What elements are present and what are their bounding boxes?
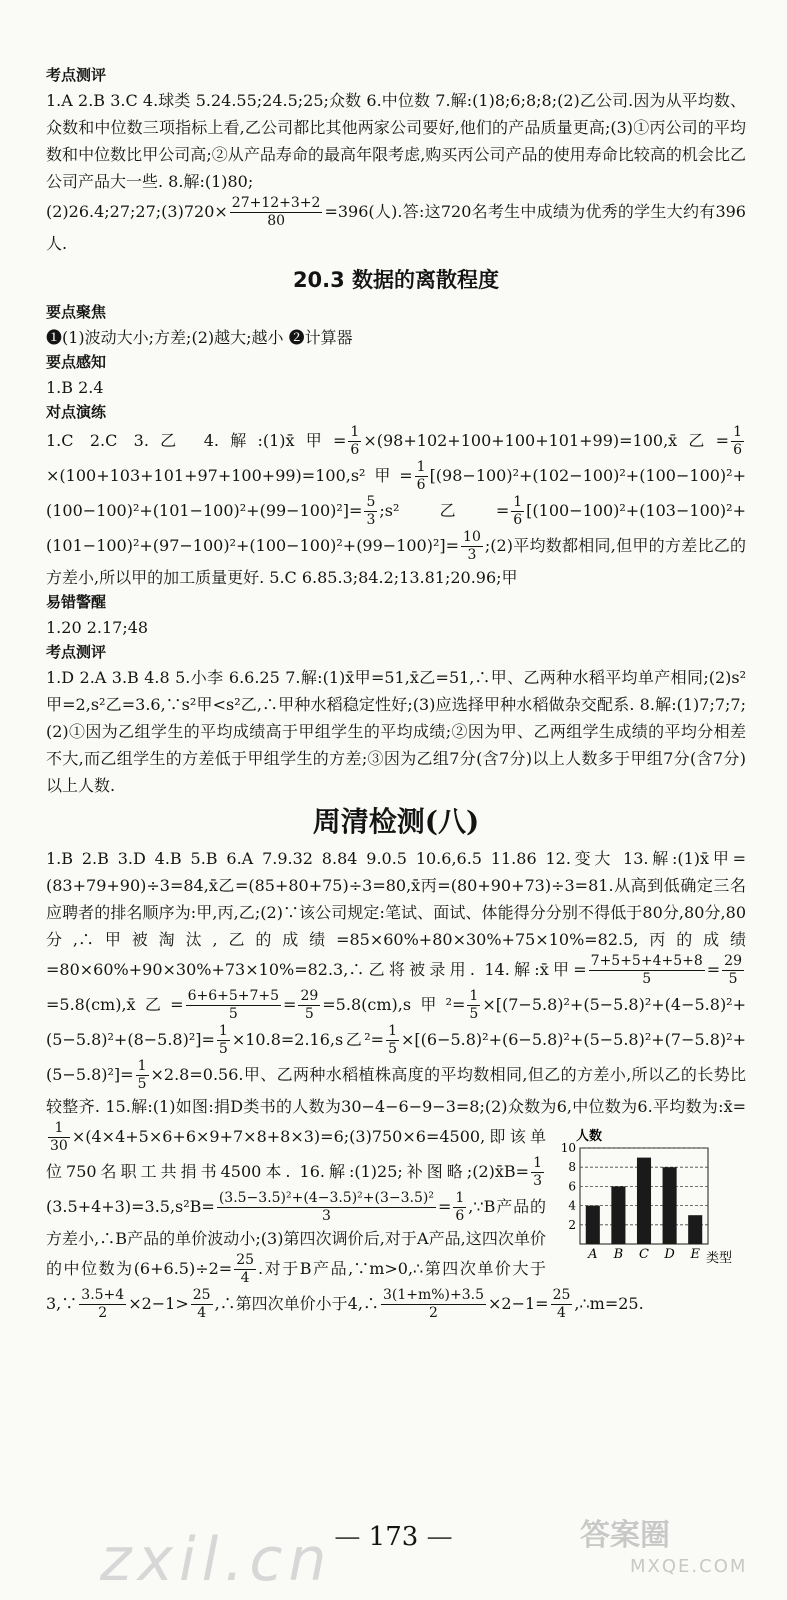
heading-yaodian-jujiao: 要点聚焦 (46, 303, 107, 321)
answers-block-1: 1.A 2.B 3.C 4.球类 5.24.55;24.5;25;众数 6.中位数 7.解:(1)8;6;8;8;(2)乙公司.因为从平均数、众数和中位数三项指标上看,乙公司都比其他两家公司要好,他们的产品质量更高;(3)①丙公司的平均数和中位数比甲公司高;②从产品寿命的最高年限考虑,购买丙公司产品的使用寿命比较高的机会比乙公司产品大一些. 8.解:(1)80; (46, 91, 746, 191)
fraction: $\frac{1}{3}$ (533, 1155, 542, 1189)
fraction: $\frac{1}{6}$ (350, 424, 360, 458)
y-tick-label: 6 (568, 1179, 576, 1194)
x-tick-label: C (639, 1247, 649, 1262)
fraction: $\frac{6+6+5+7+5}{5}$ (187, 988, 280, 1022)
bar-B (611, 1186, 625, 1244)
fraction: $\frac{1}{5}$ (137, 1058, 147, 1092)
watermark-brand: 答案圈 (580, 1518, 670, 1553)
fraction: $\frac{1}{5}$ (218, 1023, 228, 1057)
answers-block-8: 1.B 2.B 3.D 4.B 5.B 6.A 7.9.32 8.84 9.0.5 10.6,6.5 11.86 12.变大 13.解:(1)x̄甲=(83+79+90)÷3=84,x̄乙=(85+80+75)÷3=80,x̄丙=(80+90+73)÷3=81.从高到低确定三名应聘者的排名顺序为:甲,丙,乙;(2)∵该公司规定:笔试、面试、体能得分分别不得低于80分,80分,80分,∴甲被淘汰,乙的成绩=85×60%+80×30%+75×10%=82.5,丙的成绩=80×60%+90×30%+73×10%=82.3,∴乙将被录用. 14.解:x̄甲= $\frac{7+5+5+4+5+8}{5}$ = $\frac{29}{5}$ =5.8(cm),x̄乙= $\frac{6+6+5+7+5}{5}$ = $\frac{29}{5}$ =5.8(cm),s甲²= $\frac{1}{5}$ ×[(7−5.8)²+(5−5.8)²+(4−5.8)²+(5−5.8)²+(8−5.8)²]= $\frac{1}{5}$ ×10.8=2.16,s乙²= $\frac{1}{5}$ ×[(6−5.8)²+(6−5.8)²+(5−5.8)²+(7−5.8)²+(5−5.8)²]= $\frac{1}{5}$ ×2.8=0.56.甲、乙两种水稻植株高度的平均数相同,但乙的方差小,所以乙的长势比较整齐. 15.解:(1)如图:捐D类书的人数为30−4−6−9−3=8;(2)众数为6,中位数为6.平均数为:x̄= 人数 2 4 6 8 10 A B C D E 类型 $\frac{1}{30}$ ×(4×4+5×6+6×9+7×8+8×3)=6;(3)750×6=4500,即该单位750名职工共捐书4500本. 16.解:(1)25;补图略;(2)x̄B= $\frac{1}{3}$ (3.5+4+3)=3.5,s²B= $\frac{\text{(3.5−3.5)²+(4−3.5)²+(3−3.5)²}}{3}$ = $\frac{1}{6}$ ,∵B产品的方差小,∴B产品的单价波动小;(3)第四次调价后,对于A产品,这四次单价的中位数为(6+6.5)÷2= $\frac{25}{4}$ .对于B产品,∵m>0,∴第四次单价大于3,∵ $\frac{3.5+4}{2}$ ×2−1> $\frac{25}{4}$ ,∴第四次单价小于4,∴ $\frac{3(1+m\%)+3.5}{2}$ ×2−1= $\frac{25}{4}$ ,∴m=25. (46, 849, 746, 1321)
fraction: $\frac{3(1+m\%)+3.5}{2}$ (382, 1287, 484, 1321)
y-tick-label: 8 (568, 1160, 576, 1175)
heading-kaodian-ceping-2: 考点测评 (46, 643, 107, 661)
fraction: $\frac{\text{(3.5−3.5)²+(4−3.5)²+(3−3.5)²}}{3}$ (218, 1190, 434, 1224)
fraction: $\frac{25}{4}$ (236, 1252, 255, 1286)
bars (586, 1158, 702, 1244)
x-axis-label: 类型 (706, 1251, 733, 1264)
fraction: $\frac{1}{6}$ (513, 494, 523, 528)
y-axis-label: 人数 (576, 1129, 603, 1144)
answers-block-3: ❶(1)波动大小;方差;(2)越大;越小 ❷计算器 (46, 328, 353, 347)
answers-block-5: 1.C 2.C 3.乙 4.解:(1)x̄甲= $\frac{1}{6}$ ×(98+102+100+100+101+99)=100,x̄乙= $\frac{1}{6}$ ×(100+103+101+97+100+99)=100,s²甲= $\frac{1}{6}$ [(98−100)²+(102−100)²+(100−100)²+(100−100)²+(101−100)²+(99−100)²]= $\frac{5}{3}$ ;s²乙= $\frac{1}{6}$ [(100−100)²+(103−100)²+(101−100)²+(97−100)²+(100−100)²+(99−100)²]= $\frac{10}{3}$ ;(2)平均数都相同,但甲的方差比乙的方差小,所以甲的加工质量更好. 5.C 6.85.3;84.2;13.81;20.96;甲 (46, 424, 746, 587)
fraction: $\frac{1}{6}$ (416, 459, 426, 493)
fraction: $\frac{10}{3}$ (463, 529, 481, 563)
y-tick-label: 4 (568, 1198, 576, 1213)
weekly-test-title: 周清检测(八) (312, 805, 480, 838)
bar-D (663, 1167, 677, 1244)
x-tick-label: B (613, 1247, 624, 1262)
heading-kaodian-ceping: 考点测评 (46, 66, 107, 84)
bar-A (586, 1206, 600, 1244)
watermark-site: zxil.cn (100, 1525, 333, 1595)
fraction: $\frac{1}{6}$ (733, 424, 742, 458)
fraction: $\frac{29}{5}$ (300, 988, 319, 1022)
watermark-url: MXQE.COM (630, 1556, 748, 1577)
fraction: $\frac{3.5+4}{2}$ (81, 1287, 125, 1321)
answers-block-7: 1.D 2.A 3.B 4.8 5.小李 6.6.25 7.解:(1)x̄甲=51,x̄乙=51,∴甲、乙两种水稻平均单产相同;(2)s²甲=2,s²乙=3.6,∵s²甲<s²乙,∴甲种水稻稳定性好;(3)应选择甲种水稻做杂交配系. 8.解:(1)7;7;7;(2)①因为乙组学生的平均成绩高于甲组学生的平均成绩;②因为甲、乙两组学生成绩的平均分相差不大,而乙组学生的方差低于甲组学生的方差;③因为乙组7分(含7分)以上人数多于甲组7分(含7分)以上人数. (46, 668, 746, 795)
fraction: $\frac{5}{3}$ (366, 494, 376, 528)
y-tick-label: 10 (560, 1141, 576, 1155)
page-number: — 173 — (334, 1522, 453, 1552)
bar-chart (556, 1126, 746, 1264)
heading-duidian-yanlian: 对点演练 (46, 403, 107, 421)
fraction: $\frac{25}{4}$ (192, 1287, 211, 1321)
fraction: $\frac{29}{5}$ (724, 953, 742, 987)
x-tick-label: E (690, 1247, 700, 1262)
x-tick-labels (587, 1247, 700, 1262)
answers-block-4: 1.B 2.4 (46, 378, 104, 397)
fraction: $\frac{1}{6}$ (455, 1190, 465, 1224)
bar-E (688, 1215, 702, 1244)
heading-yaodian-ganzhi: 要点感知 (46, 353, 107, 371)
answer-page (46, 64, 746, 1322)
answers-block-6: 1.20 2.17;48 (46, 618, 149, 637)
heading-yicuo-jingxing: 易错警醒 (46, 593, 107, 611)
fraction: $\frac{1}{30}$ (50, 1120, 68, 1154)
fraction: $\frac{1}{5}$ (469, 988, 479, 1022)
bar-C (637, 1158, 651, 1244)
fraction: $\frac{25}{4}$ (552, 1287, 571, 1321)
section-title: 20.3 数据的离散程度 (292, 268, 500, 292)
x-tick-label: A (588, 1247, 598, 1262)
fraction: $\frac{7+5+5+4+5+8}{5}$ (590, 953, 703, 987)
fraction: $\frac{27+12+3+2}{80}$ (231, 195, 321, 229)
x-tick-label: D (664, 1247, 675, 1262)
y-tick-label: 2 (568, 1217, 576, 1232)
y-tick-labels (561, 1141, 577, 1232)
answers-block-2: (2)26.4;27;27;(3)720× $\frac{27+12+3+2}{80}$ =396(人).答:这720名考生中成绩为优秀的学生大约有396人. (46, 195, 746, 253)
fraction: $\frac{1}{5}$ (388, 1023, 397, 1057)
